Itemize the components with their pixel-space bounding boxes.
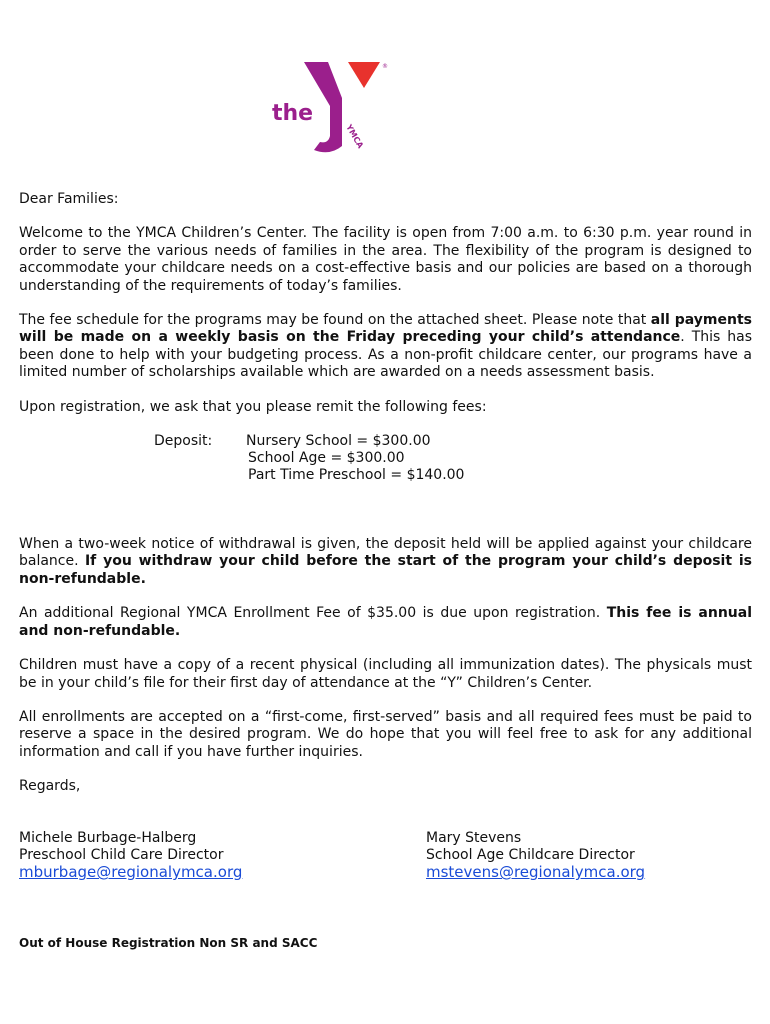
footer-note: Out of House Registration Non SR and SACC (19, 936, 318, 950)
closing: Regards, (19, 778, 81, 795)
fees-text-a: The fee schedule for the programs may be found on the attached sheet. Please note that (19, 312, 651, 329)
enrollment-text-a: An additional Regional YMCA Enrollment Fee of $35.00 is due upon registration. (19, 605, 607, 622)
logo-ymca: YMCA (344, 123, 365, 150)
email-link-mburbage[interactable]: mburbage@regionalymca.org (19, 863, 243, 882)
deposit-part-time: Part Time Preschool = $140.00 (248, 467, 465, 484)
paragraph-fees (19, 312, 752, 382)
signature-name: Michele Burbage-Halberg (19, 829, 197, 846)
deposit-nursery: Nursery School = $300.00 (246, 433, 431, 450)
logo-the: the (272, 101, 314, 126)
fees-text-c: . This has been done to help with your budgeting process. As a non-profit childcare center, our programs have a limited number of scholarships available which are awarded on a needs assessment basis. (19, 329, 752, 381)
signature-title: Preschool Child Care Director (19, 846, 224, 863)
salutation: Dear Families: (19, 191, 119, 207)
deposit-list (19, 433, 752, 493)
deposit-label: Deposit: (154, 433, 213, 450)
fees-text-bold: all payments will be made on a weekly basis on the Friday preceding your child’s attendance (19, 312, 752, 346)
logo-registered: ® (382, 63, 388, 70)
paragraph-enrollments: All enrollments are accepted on a “first-come, first-served” basis and all required fees must be paid to reserve a space in the desired program. We do hope that you will feel free to ask for any additional information and call if you have further inquiries. (19, 708, 752, 760)
email-link-mstevens[interactable]: mstevens@regionalymca.org (426, 863, 646, 882)
paragraph-enrollment-fee (19, 605, 752, 640)
ymca-logo (272, 58, 392, 158)
withdrawal-text-a: When a two-week notice of withdrawal is given, the deposit held will be applied against your childcare balance. (19, 536, 752, 570)
signature-school-age (426, 830, 645, 882)
paragraph-withdrawal (19, 536, 752, 588)
enrollment-text-bold: This fee is annual and non-refundable. (19, 605, 753, 639)
signatures (19, 830, 752, 880)
deposit-school-age: School Age = $300.00 (248, 450, 405, 467)
withdrawal-text-bold: If you withdraw your child before the start of the program your child’s deposit is non-refundable. (19, 553, 752, 587)
ymca-logo-mark-icon (272, 58, 392, 158)
signature-name: Mary Stevens (426, 829, 522, 846)
letter-body (19, 191, 752, 880)
signature-preschool (19, 830, 242, 882)
signature-title: School Age Childcare Director (426, 846, 635, 863)
paragraph-welcome: Welcome to the YMCA Children’s Center. The facility is open from 7:00 a.m. to 6:30 p.m. year round in order to serve the various needs of families in the area. The flexibility of the program is designed to accommodate your childcare needs on a cost-effective basis and our policies are based on a thorough understanding of the requirements of today’s families. (19, 225, 752, 294)
paragraph-registration: Upon registration, we ask that you please remit the following fees: (19, 398, 487, 415)
paragraph-physicals: Children must have a copy of a recent physical (including all immunization dates). The physicals must be in your child’s file for their first day of attendance at the “Y” Children’s Center. (19, 657, 752, 691)
